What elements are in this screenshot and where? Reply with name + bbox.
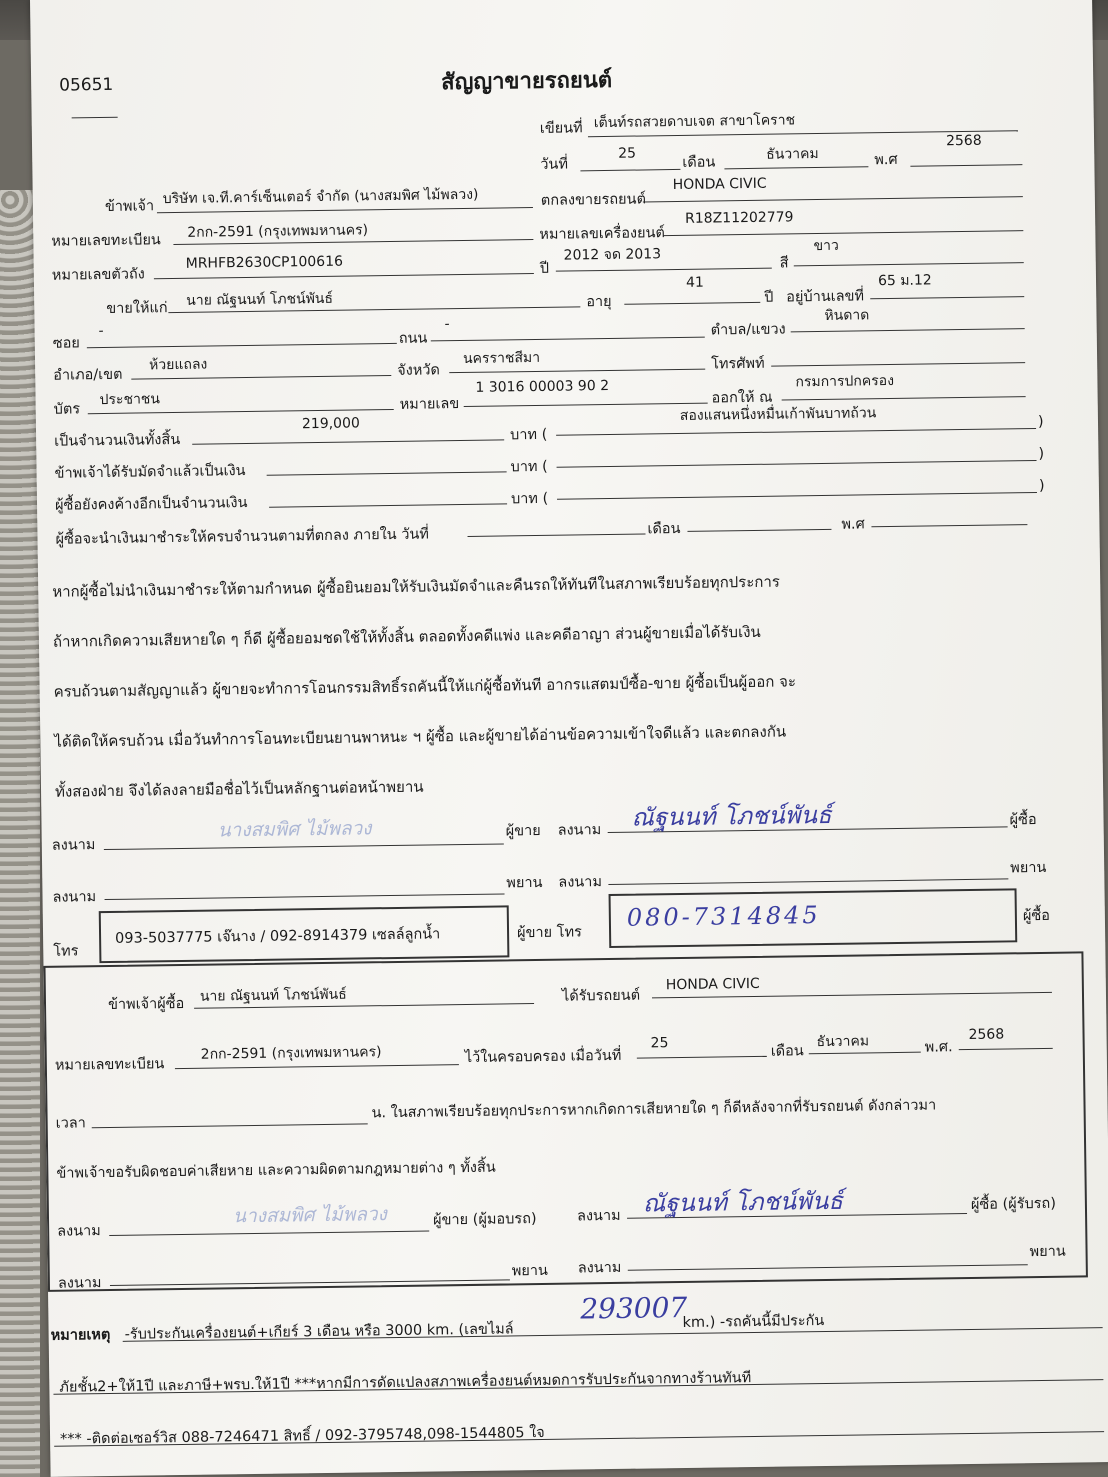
district-label: อำเภอ/เขต (53, 366, 123, 384)
mileage-value: 293007 (580, 1290, 688, 1326)
soi-line (87, 343, 397, 348)
remaining-label: ผู้ซื้อยังคงค้างอีกเป็นจำนวนเงิน (54, 495, 248, 514)
receipt-witness1-role: พยาน (511, 1262, 549, 1280)
total-line (192, 439, 504, 444)
date-year-line (910, 164, 1022, 167)
soi-label: ซอย (52, 335, 80, 352)
buyer-phone-label: ผู้ซื้อ (1022, 907, 1051, 925)
chassis-line (154, 273, 534, 279)
agree-sell-label: ตกลงขายรถยนต์ (540, 191, 647, 209)
card-number-label: หมายเลข (399, 396, 460, 413)
seller-sign-line (104, 843, 504, 850)
house-no-label: อยู่บ้านเลขที่ (786, 288, 865, 306)
due-month-line (687, 529, 831, 532)
contract-title: สัญญาขายรถยนต์ (441, 67, 613, 96)
age-line (624, 302, 760, 305)
buyer-phone: 080-7314845 (626, 901, 821, 932)
model-year-value: 2012 จด 2013 (563, 246, 662, 264)
soi-value: - (98, 323, 104, 340)
buyer-role-label: ผู้ซื้อ (1009, 812, 1037, 829)
receipt-witness2-role: พยาน (1029, 1243, 1066, 1261)
receipt-buyer-sign-label: ลงนาม (576, 1207, 621, 1225)
total-amount-text: สองแสนหนึ่งหมื่นเก้าพันบาทถ้วน (679, 405, 877, 424)
color-label: สี (779, 255, 789, 272)
possession-year: 2568 (968, 1026, 1005, 1043)
terms-line-1: หากผู้ซื้อไม่นำเงินมาชำระให้ตามกำหนด ผู้ซื้อยินยอมให้รับเงินมัดจำและคืนรถให้ทันทีในสภาพเรียบร้อยทุกประการ (52, 572, 781, 601)
card-label: บัตร (53, 401, 81, 418)
due-day-line (468, 533, 646, 536)
subdistrict-label: ตำบล/แขวง (710, 321, 786, 339)
car-line (643, 196, 1023, 202)
notes-line-1b: km.) -รถคันนี้มีประกัน (682, 1313, 825, 1332)
subdistrict-value: หินดาด (824, 307, 870, 324)
color-line (794, 262, 1024, 266)
car-model: HONDA CIVIC (672, 175, 767, 194)
total-baht-label: บาท ( (510, 426, 548, 444)
seller-deliver-label: ผู้ขาย (ผู้มอบรถ) (432, 1211, 537, 1229)
terms-line-4: ได้ติดให้ครบถ้วน เมื่อวันทำการโอนทะเบียนยานพาหนะ ฯ ผู้ซื้อ และผู้ขายได้อ่านข้อความเข้าใจดีแล้ว และตกลงกัน (54, 722, 787, 751)
witness2-sign-label: ลงนาม (558, 874, 603, 891)
card-number: 1 3016 00003 90 2 (475, 377, 610, 396)
road-line (431, 337, 705, 342)
plate-label: หมายเลขทะเบียน (51, 232, 161, 250)
received-car-label: ได้รับรถยนต์ (561, 987, 641, 1005)
seller-sign-label: ลงนาม (51, 837, 96, 854)
witness1-role-label: พยาน (506, 874, 543, 892)
due-month-label: เดือน (647, 520, 681, 538)
seller-phone-label: ผู้ขาย โทร (516, 924, 582, 942)
buyer-signature: ณัฐนนท์ โภชน์พันธ์ (631, 800, 832, 832)
witness2-sign-line (608, 878, 1008, 885)
date-day-line (580, 169, 680, 171)
seller-role-label: ผู้ขาย (505, 822, 541, 840)
witness1-sign-label: ลงนาม (52, 889, 97, 906)
engine-value: R18Z11202779 (685, 209, 794, 227)
due-label: ผู้ซื้อจะนำเงินมาชำระให้ครบจำนวนตามที่ตกลง ภายใน วันที่ (55, 526, 430, 548)
engine-label: หมายเลขเครื่องยนต์ (539, 225, 666, 243)
phone-row-label: โทร (53, 943, 79, 960)
notes-line-3: *** -ติดต่อเซอร์วิส 088-7246471 สิทธิ์ / 092-3795748,098-1544805 ใจ (59, 1424, 545, 1448)
due-year-label: พ.ศ (841, 516, 865, 533)
possession-month-label: เดือน (770, 1043, 804, 1060)
buyer-receive-label: ผู้ซื้อ (ผู้รับรถ) (970, 1195, 1057, 1213)
liability-text: ข้าพเจ้าขอรับผิดชอบค่าเสียหาย และความผิดตามกฎหมายต่าง ๆ ทั้งสิ้น (56, 1159, 496, 1182)
receipt-plate-label: หมายเลขทะเบียน (54, 1056, 165, 1074)
chassis-value: MRHFB2630CP100616 (185, 253, 344, 272)
receipt-witness1-sign-label: ลงนาม (57, 1275, 102, 1292)
total-text-line (556, 428, 1036, 436)
deposit-label: ข้าพเจ้าได้รับมัดจำแล้วเป็นเงิน (54, 463, 246, 482)
witness2-role-label: พยาน (1010, 859, 1047, 877)
total-amount: 219,000 (301, 415, 360, 433)
total-label: เป็นจำนวนเงินทั้งสิ้น (54, 431, 181, 450)
seller-signature: นางสมพิศ ไม้พลวง (217, 817, 372, 842)
issued-by: กรมการปกครอง (795, 372, 895, 391)
receipt-seller-signature: นางสมพิศ ไม้พลวง (232, 1203, 388, 1228)
plate-value: 2กก-2591 (กรุงเทพมหานคร) (187, 222, 369, 241)
date-year: 2568 (945, 132, 982, 150)
engine-line (663, 230, 1023, 236)
buyer-name: นาย ณัฐนนท์ โภชน์พันธ์ (186, 290, 334, 309)
possession-label: ไว้ในครอบครอง เมื่อวันที่ (464, 1047, 622, 1067)
years-label: ปี (764, 289, 774, 306)
due-year-line (871, 524, 1027, 527)
seller-phones: 093-5037775 เจ๊นาง / 092-8914379 เซลล์ลูกน้ำ (115, 926, 441, 947)
date-year-label: พ.ศ (874, 151, 898, 169)
doc-number-underline (72, 117, 118, 119)
terms-line-5: ทั้งสองฝ่าย จึงได้ลงลายมือชื่อไว้เป็นหลักฐานต่อหน้าพยาน (54, 777, 424, 801)
date-day: 25 (618, 145, 637, 162)
house-no-line (870, 296, 1024, 299)
age-label: อายุ (586, 293, 612, 311)
card-type: ประชาชน (99, 391, 161, 409)
road-label: ถนน (398, 330, 428, 347)
issued-by-line (782, 396, 1026, 400)
subdistrict-line (791, 328, 1025, 332)
contract-paper (30, 0, 1108, 1477)
notes-line-2: ภัยชั้น2+ให้1ปี และภาษี+พรบ.ให้1ปี ***หากมีการดัดแปลงสภาพเครื่องยนต์หมดการรับประกันจากทางร้านทันที (59, 1370, 752, 1396)
color-value: ขาว (813, 237, 839, 255)
witness1-sign-line (105, 893, 505, 900)
receipt-plate: 2กก-2591 (กรุงเทพมหานคร) (200, 1044, 382, 1063)
date-month: ธันวาคม (766, 146, 819, 163)
chassis-label: หมายเลขตัวถัง (51, 266, 145, 284)
card-number-line (464, 403, 708, 407)
date-label: วันที่ (540, 156, 569, 173)
remaining-line (269, 503, 507, 507)
possession-day: 25 (650, 1035, 669, 1052)
receipt-buyer-name: นาย ณัฐนนท์ โภชน์พันธ์ (199, 986, 347, 1005)
model-year-line (556, 268, 772, 272)
sell-to-label: ขายให้แก่ (106, 300, 168, 317)
province-label: จังหวัด (397, 362, 441, 379)
deposit-close: ) (1038, 445, 1045, 462)
notes-label: หมายเหตุ (50, 1327, 111, 1344)
written-at-label: เขียนที่ (539, 120, 583, 137)
district-value: ห้วยแถลง (149, 356, 208, 374)
phone-label: โทรศัพท์ (711, 355, 765, 373)
seller-i-label: ข้าพเจ้า (104, 198, 155, 215)
background-side-documents (0, 190, 40, 1477)
remaining-baht-label: บาท ( (510, 490, 549, 508)
terms-line-3: ครบถ้วนตามสัญญาแล้ว ผู้ขายจะทำการโอนกรรมสิทธิ์รถคันนี้ให้แก่ผู้ซื้อทันที อากรแสตมป์ซื้อ-ขาย ผู้ซื้อเป็นผู้ออก จะ (53, 672, 797, 701)
received-car: HONDA CIVIC (665, 975, 760, 994)
deposit-line (267, 471, 507, 475)
receipt-witness2-sign-label: ลงนาม (577, 1259, 622, 1277)
deposit-text-line (557, 460, 1037, 468)
province-value: นครราชสีมา (462, 349, 541, 367)
total-close: ) (1037, 413, 1044, 430)
date-month-label: เดือน (682, 154, 716, 171)
buyer-sign-label: ลงนาม (557, 822, 602, 839)
remaining-text-line (557, 492, 1037, 500)
house-no-value: 65 ม.12 (877, 272, 932, 290)
time-label: เวลา (55, 1115, 86, 1132)
deposit-baht-label: บาท ( (510, 458, 548, 476)
receipt-buyer-label: ข้าพเจ้าผู้ซื้อ (107, 995, 185, 1014)
possession-year-label: พ.ศ. (924, 1039, 953, 1056)
receipt-seller-sign-label: ลงนาม (57, 1223, 101, 1240)
terms-line-2: ถ้าหากเกิดความเสียหายใด ๆ ก็ดี ผู้ซื้อยอมชดใช้ให้ทั้งสิ้น ตลอดทั้งคดีแพ่ง และคดีอาญา ส่วนผู้ขายเมื่อได้รับเงิน (52, 622, 761, 651)
notes-line-1a: -รับประกันเครื่องยนต์+เกียร์ 3 เดือน หรือ 3000 km. (เลขไมล์ (124, 1321, 514, 1343)
seller-name: บริษัท เจ.ที.คาร์เซ็นเตอร์ จำกัด (นางสมพิศ ไม้พลวง) (162, 186, 479, 208)
road-value: - (444, 316, 450, 333)
receipt-buyer-signature: ณัฐนนท์ โภชน์พันธ์ (642, 1186, 844, 1218)
issued-by-label: ออกให้ ณ (711, 389, 773, 407)
possession-month: ธันวาคม (816, 1033, 870, 1051)
condition-text: น. ในสภาพเรียบร้อยทุกประการหากเกิดการเสียหายใด ๆ ก็ดีหลังจากที่รับรถยนต์ ดังกล่าวมา (371, 1097, 937, 1122)
remaining-close: ) (1038, 477, 1045, 494)
model-year-label: ปี (539, 260, 550, 277)
date-month-line (724, 166, 868, 169)
document-number: 05651 (59, 74, 114, 96)
phone-line (771, 362, 1025, 367)
age-value: 41 (685, 274, 704, 291)
written-at-value: เต็นท์รถสวยดาบเจต สาขาโคราช (593, 112, 796, 132)
